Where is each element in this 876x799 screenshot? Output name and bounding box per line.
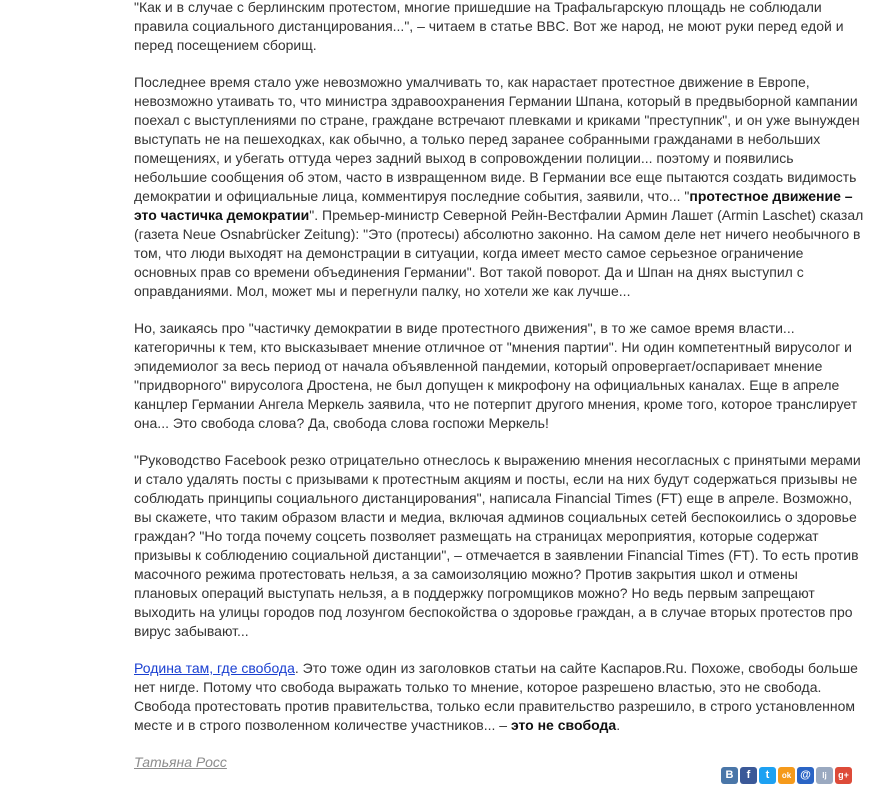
paragraph-5-text: . Это тоже один из заголовков статьи на сайте Каспаров.Ru. Похоже, свободы больше нет нигде. Потому что свобода выражать только то мнение, которое разрешено властью, это не свобода. Свобода протестовать против правительства, только если правительство разрешило, в строго установленном месте и в строго позволенном количестве участников... –: [134, 660, 858, 733]
paragraph-2-bold-quote: протестное движение – это частичка демократии: [134, 188, 853, 223]
google-plus-share-icon[interactable]: g+: [835, 767, 852, 784]
rodina-link[interactable]: Родина там, где свобода: [134, 660, 295, 676]
paragraph-5-end: .: [616, 717, 621, 733]
vk-share-icon[interactable]: B: [721, 767, 738, 784]
paragraph-5-bold: это не свобода: [510, 717, 617, 733]
paragraph-2-text-b: ". Премьер-министр Северной Рейн-Вестфалии Армин Лашет (Armin Laschet) сказал (газета Neue Osnabrücker Zeitung): "Это (протесы) абсолютно законно. На самом деле нет ничего необычного в том, что люди выходят на демонстрации в ситуации, когда имеет место самое серьезное ограничение основных прав со времени объединения Германии". Вот такой поворот. Да и Шпан на днях выступил с оправданиями. Мол, может мы и перегнули палку, но хотели же как лучше...: [134, 207, 864, 299]
twitter-share-icon[interactable]: t: [759, 767, 776, 784]
facebook-share-icon[interactable]: f: [740, 767, 757, 784]
article-paragraph-2: [134, 73, 864, 301]
article-paragraph-4: "Руководство Facebook резко отрицательно отнеслось к выражению мнения несогласных с принятыми мерами и стало удалять посты с призывами к протестным акциям и посты, если на них будут содержаться призывы не соблюдать принципы социального дистанцирования", написала Financial Times (FT) еще в апреле. Возможно, вы скажете, что таким образом власти и медиа, включая админов социальных сетей беспокоились о здоровье граждан? "Но тогда почему соцсеть позволяет размещать на страницах мероприятия, которые содержат призывы к соблюдению социальной дистанции", – отмечается в заявлении Financial Times (FT). То есть против масочного режима протестовать нельзя, а за самоизоляцию можно? Против закрытия школ и отмены плановых операций выступать нельзя, а в поддержку погромщиков можно? Но ведь первым запрещают выходить на улицы городов под лозунгом беспокойства о здоровье граждан, а в случае вторых протестов про вирус забывают...: [134, 452, 861, 639]
author-link[interactable]: Татьяна Росс: [134, 754, 227, 770]
article-body: [134, 0, 864, 772]
odnoklassniki-share-icon[interactable]: ok: [778, 767, 795, 784]
article-paragraph-1: "Как и в случае с берлинским протестом, многие пришедшие на Трафальгарскую площадь не соблюдали правила социального дистанцирования...", – читаем в статье BBC. Вот же народ, не моют руки перед едой и перед посещением сборищ.: [134, 0, 844, 53]
article-paragraph-3: Но, заикаясь про "частичку демократии в виде протестного движения", в то же самое время власти... категоричны к тем, кто высказывает мнение отличное от "мнения партии". Ни один компетентный вирусолог и эпидемиолог за весь период от начала объявленной пандемии, который опровергает/оспаривает мнение "придворного" вирусолога Дростена, не был допущен к микрофону на официальных каналах. Еще в апреле канцлер Германии Ангела Меркель заявила, что не потерпит другого мнения, кроме того, которое транслирует она... Это свобода слова? Да, свобода слова госпожи Меркель!: [134, 320, 858, 431]
livejournal-share-icon[interactable]: lj: [816, 767, 833, 784]
article-paragraph-5: [134, 659, 864, 735]
mailru-share-icon[interactable]: @: [797, 767, 814, 784]
share-buttons: [721, 767, 852, 789]
paragraph-2-text-a: Последнее время стало уже невозможно умалчивать то, как нарастает протестное движение в Европе, невозможно утаивать то, что министра здравоохранения Германии Шпана, который в предвыборной кампании поехал с выступлениями по стране, граждане встречают плевками и криками "преступник", и он уже вынужден выступать не на пешеходках, как обычно, а только перед заранее собранными гражданами в небольших помещениях, и убегать оттуда через задний выход в сопровождении полиции... поэтому и появились небольшие сообщения об этом, часто в извращенном виде. В Германии все еще пытаются создать видимость демократии и официальные лица, комментируя последние события, заявили, что... ": [134, 74, 860, 204]
